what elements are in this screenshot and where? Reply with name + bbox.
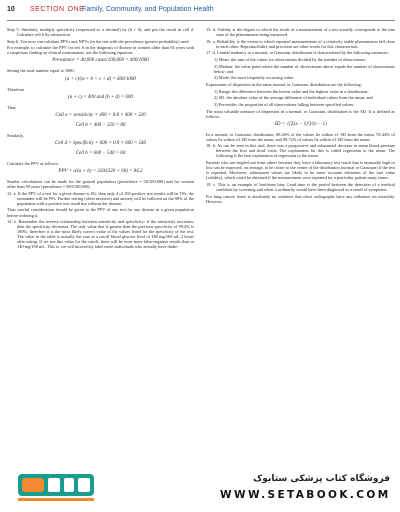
answer-19-continued: For lung cancer, there is absolutely no evidence that chest radiographs have any influence on mortality. However, — [206, 193, 395, 204]
gaussian-paragraph: In a normal, or Gaussian, distribution, 68.26% of the values lie within ±1 SD from the mean, 95.44% of values lie within ±2 SD from the mean, and 99.72% of values lie within ±3 SD from the mean. — [206, 131, 395, 142]
range-item: 1) Range: the difference between the lowest value and the highest value in a distribution; — [214, 88, 369, 94]
answer-19: 19. c. This is an example of lead-time bias. Lead time is the period between the detection of a medical condition by screening and when it ordinarily would have been diagnosed as a result of symptoms. — [206, 181, 395, 192]
sd-item: 2) SD: the absolute value of the average difference of individual values from the mean; and — [214, 95, 373, 101]
running-header — [0, 0, 400, 20]
percentile-item: 3) Percentile: the proportion of all observations falling between specified values. — [214, 101, 355, 107]
most-valuable-paragraph: The most valuable measure of dispersion in a normal, or Gaussian, distribution is the SD. It is defined as follows: — [206, 108, 395, 119]
similar-paragraph: Similar calculations can be made for the general population (prevalence = 50/100,000) and for women older than 50 years (prevalence = 500/100,000). — [7, 179, 194, 190]
calc-ppv-text: Calculate the PPV as follows: — [7, 160, 59, 166]
therefore-text: Therefore — [7, 86, 25, 92]
equation-cell-c: Cell b = 600 − 540 = 60 — [75, 150, 126, 156]
left-column — [7, 27, 194, 251]
equation-ppv: PPV = a/(a + b) = 320/(320 + 60) = 84.2 — [58, 168, 143, 174]
mode-item: 3) Mode: the most frequently occurring value. — [214, 75, 295, 81]
example-paragraph: For example, to calculate the PPV for test A in the diagnosis of disease in women older than 65 years with a suspicious finding on clinical examination, use the following equation: — [7, 45, 194, 56]
answer-13-continued: Thus careful consideration should be given to the PPV of any test for any disease in a given population before ordering it. — [7, 207, 194, 218]
answer-16: 16. a. Reliability is the extent to which repeated measurements of a relatively stable phenomenon fall close to each other. Reproducibility and precision are other words for this characteristic. — [206, 38, 395, 49]
header-rule — [7, 20, 395, 21]
section-word: SECTION — [30, 6, 65, 13]
right-column — [206, 27, 395, 205]
setting-text: Setting the total number equal to 1000, — [7, 68, 75, 74]
section-num: ONE — [67, 6, 85, 13]
answer-18-continued: Patients who are singled out from others because they have a laboratory test result that is unusually high or low can be expected, on average, to be closer to the center of the distribution (normal or Gaussian) if the test is repeated. Moreover, subsequent values are likely to be more accurate estimates of the true value (validity), which could be obtained if the measurement were repeated for a particular patient many times. — [206, 160, 395, 181]
step-6: Step 6: You now can calculate PPVs and NPVs for the test with the prevalence (pretest probability) used. — [7, 38, 190, 44]
equation-cell-d: Cell d = Specificity × 600 = 0.9 × 600 = 540 — [54, 140, 147, 146]
section-label — [30, 0, 84, 20]
dispersion-paragraph: Expressions of dispersion in the same normal, or Gaussian, distribution are the following: — [206, 81, 362, 87]
equation-cell-a: Cell a = sensitivity × 400 = 0.8 × 400 = 320 — [55, 112, 146, 118]
equation-sd: SD = √[Σ(x − x̄)²]/(n − 1) — [274, 121, 327, 127]
answer-13: 13. a. If the PPV of a test for a given disease is 4%, then only 4 of 100 positive test results will be TPs; the remainder will be FPs. Further testing (often invasive) and anxiety will be inflicted on the 96% of the population with a positive test result but without the disease. — [7, 190, 194, 206]
mean-item: 1) Mean: the sum of the values for observations divided by the number of observations; — [214, 57, 367, 63]
equation-prevalence: Prevalence = 40,000 cases/100,000 = 400/1000 — [52, 58, 149, 64]
step-5: Step 5: Similarly, multiply specificity (expressed as a decimal) by (b + d), and put the result in cell d. Calculate cell b by subtraction. — [7, 27, 194, 38]
answer-14: 14. e. Remember the inverse relationship between sensitivity and specificity: if the sensitivity increases, then the specificity decreases. The only value that is greater than the previous specificity of 99.4% is 100%; therefore it is the most likely correct value of the values listed for the specificity of the test. The value in the table is actually the case at a cutoff blood glucose level of 180 mg/100 mL 2 hours after eating. If we use this value for the cutoff, there will be even more false-negative results than at 140 mg/100 mL. This is, we will incorrectly label more individuals who actually have diabe- — [7, 219, 194, 250]
answer-17: 17. d. Central tendency in a normal, or Gaussian, distribution is characterized by the following measures: — [206, 50, 389, 56]
thus-text: Thus — [7, 104, 16, 110]
median-item: 2) Median: the value point where the number of observations above equals the number of observations below; and — [214, 63, 395, 74]
page-number: 10 — [7, 6, 15, 13]
ad-persian-text: فروشگاه کتاب پزشکی ستابوک — [253, 474, 390, 484]
equation-sums: (a + c) = 400 and (b + d) = 600 — [68, 94, 133, 100]
equation-cell-b: Cell b = 400 − 320 = 80 — [75, 122, 126, 128]
answer-15: 15. d. Validity is the degree to which the result of a measurement of a test actually corresponds to the true state of the phenomenon being measured. — [206, 27, 395, 38]
chapter-title: Family, Community, and Population Health — [82, 6, 214, 13]
equation-total: (a + c)/(a + b + c + d) = 400/1000 — [65, 76, 136, 82]
ad-url-link[interactable]: WWW.SETABOOK.COM — [220, 489, 391, 501]
setabook-logo[interactable] — [18, 472, 94, 502]
similarly-text: Similarly, — [7, 132, 24, 138]
answer-18: 18. b. As can be seen in this trial, there was a progressive and substantial decrease in mean blood pressure between the first and third visits. The explanation for this is called regression to the mean. The following is the best explanation of regression to the mean: — [206, 143, 395, 159]
